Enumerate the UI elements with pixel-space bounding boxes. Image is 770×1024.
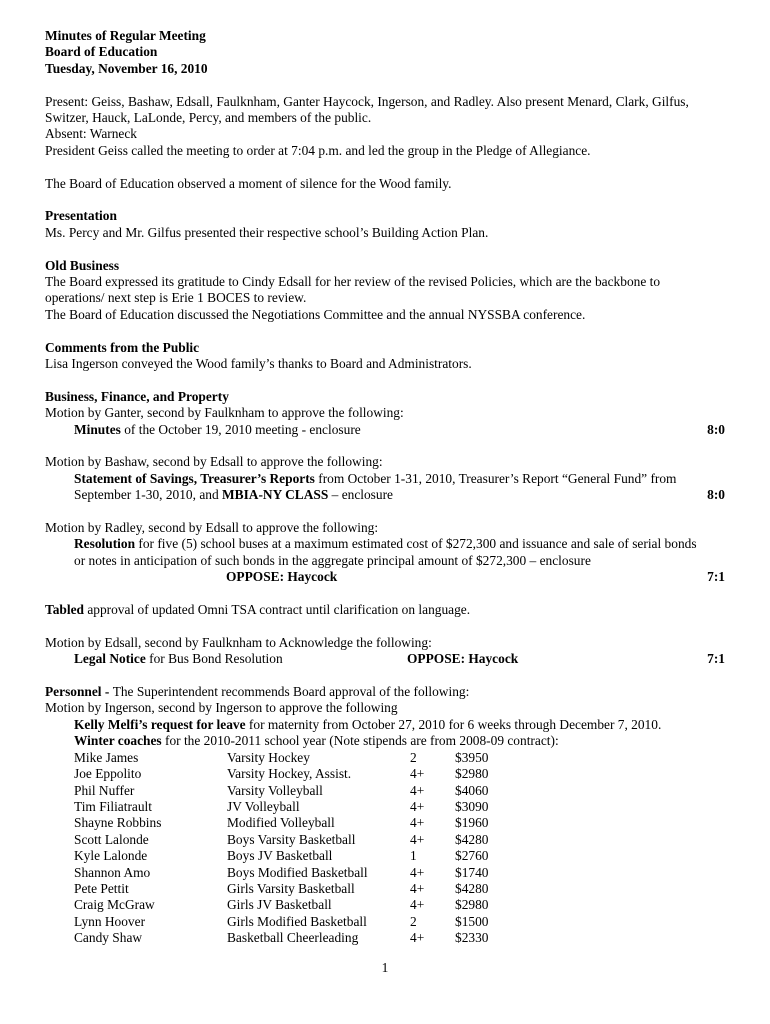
old-business-line-1: The Board expressed its gratitude to Cindy Edsall for her review of the revised Policies, which are the backbone to [45,274,661,290]
coach-name: Scott Lalonde [74,831,149,847]
old-business-heading: Old Business [45,257,120,273]
coach-position: Varsity Hockey, Assist. [227,766,352,782]
savings-label: Statement of Savings, Treasurer’s Reports [74,470,315,486]
coach-name: Tim Filiatrault [74,798,153,814]
old-business-line-3: The Board of Education discussed the Negotiations Committee and the annual NYSSBA conference. [45,306,586,322]
coach-stipend: $4060 [455,782,489,798]
presentation-heading: Presentation [45,208,117,224]
coach-position: Girls Varsity Basketball [227,880,355,896]
motion-4-item [45,651,725,667]
motion-3-vote: 7:1 [707,569,725,585]
coaches-item [45,733,725,749]
table-row [74,750,515,766]
table-row [74,897,515,913]
coach-years: 4+ [410,782,425,798]
motion-2-vote: 8:0 [707,487,725,503]
tabled-label: Tabled [45,602,84,618]
legal-notice-label: Legal Notice [74,651,146,667]
absent-line: Absent: Warneck [45,126,138,142]
personnel-intro [45,684,725,700]
motion-3-item-line-2: or notes in anticipation of such bonds in the aggregate principal amount of $272,300 – enclosure [74,552,591,568]
motion-3-oppose: OPPOSE: Haycock [226,569,338,585]
coach-name: Pete Pettit [74,880,129,896]
table-row [74,766,515,782]
present-line-2: Switzer, Hauck, LaLonde, Percy, and members of the public. [45,110,372,126]
motion-2-item-line-1 [45,471,725,487]
coach-name: Kyle Lalonde [74,848,148,864]
coach-years: 4+ [410,815,425,831]
coach-position: Modified Volleyball [227,815,335,831]
coaches-text: for the 2010-2011 school year (Note stipends are from 2008-09 contract): [161,733,559,749]
coach-name: Shannon Amo [74,864,151,880]
coach-name: Joe Eppolito [74,766,142,782]
coach-name: Candy Shaw [74,930,143,946]
minutes-text: of the October 19, 2010 meeting - enclosure [120,421,361,437]
coach-years: 2 [410,913,417,929]
table-row [74,815,515,831]
coach-position: Girls JV Basketball [227,897,332,913]
coach-name: Craig McGraw [74,897,155,913]
table-row [74,832,515,848]
coach-position: Boys Varsity Basketball [227,831,356,847]
coach-years: 4+ [410,798,425,814]
coach-stipend: $1740 [455,864,489,880]
personnel-motion: Motion by Ingerson, second by Ingerson to approve the following [45,700,398,716]
doc-date: Tuesday, November 16, 2010 [45,60,208,76]
leave-label: Kelly Melfi’s request for leave [74,716,246,732]
coach-stipend: $2980 [455,766,489,782]
coach-years: 1 [410,848,417,864]
coach-stipend: $2330 [455,930,489,946]
motion-1: Motion by Ganter, second by Faulknham to approve the following: [45,405,404,421]
motion-2-item-line-2 [45,487,725,503]
public-comments-text: Lisa Ingerson conveyed the Wood family’s thanks to Board and Administrators. [45,356,472,372]
coach-years: 4+ [410,766,425,782]
resolution-text: for five (5) school buses at a maximum estimated cost of $272,300 and issuance and sale of serial bonds [135,536,697,552]
personnel-intro-text: The Superintendent recommends Board approval of the following: [112,684,470,700]
tabled-item [45,602,725,618]
coach-name: Phil Nuffer [74,782,135,798]
coach-stipend: $2760 [455,848,489,864]
coach-position: Varsity Hockey [227,749,310,765]
coach-name: Mike James [74,749,139,765]
coach-name: Shayne Robbins [74,815,162,831]
coach-stipend: $3090 [455,798,489,814]
coaches-label: Winter coaches [74,733,162,749]
leave-text: for maternity from October 27, 2010 for 6 weeks through December 7, 2010. [245,716,662,732]
table-row [74,930,515,946]
table-row [74,783,515,799]
motion-3: Motion by Radley, second by Edsall to approve the following: [45,520,379,536]
coach-name: Lynn Hoover [74,913,146,929]
page-number: 1 [381,960,389,975]
coach-position: Boys JV Basketball [227,848,333,864]
table-row [74,799,515,815]
coach-years: 4+ [410,897,425,913]
call-to-order: President Geiss called the meeting to order at 7:04 p.m. and led the group in the Pledge of Allegiance. [45,142,591,158]
present-line-1: Present: Geiss, Bashaw, Edsall, Faulknham, Ganter Haycock, Ingerson, and Radley. Also present Menard, Clark, Gilfus, [45,93,689,109]
coach-stipend: $4280 [455,880,489,896]
coach-stipend: $1960 [455,815,489,831]
motion-2: Motion by Bashaw, second by Edsall to approve the following: [45,454,383,470]
savings-text: from October 1-31, 2010, Treasurer’s Report “General Fund” from [314,470,677,486]
motion-4: Motion by Edsall, second by Faulknham to Acknowledge the following: [45,634,432,650]
coach-years: 4+ [410,831,425,847]
table-row [74,865,515,881]
coaches-table [74,750,515,947]
old-business-line-2: operations/ next step is Erie 1 BOCES to review. [45,290,307,306]
motion-3-item-line-1 [45,536,725,552]
coach-position: Basketball Cheerleading [227,930,359,946]
document-page [45,28,725,947]
legal-notice-text: for Bus Bond Resolution [145,651,283,667]
doc-title: Minutes of Regular Meeting [45,28,206,43]
moment-of-silence: The Board of Education observed a moment of silence for the Wood family. [45,175,452,191]
table-row [74,914,515,930]
coach-years: 4+ [410,864,425,880]
savings-text-2: September 1-30, 2010, and [74,487,223,503]
motion-4-oppose: OPPOSE: Haycock [407,651,519,667]
coach-stipend: $1500 [455,913,489,929]
motion-4-vote: 7:1 [707,651,725,667]
coach-years: 2 [410,749,417,765]
coach-stipend: $3950 [455,749,489,765]
coach-years: 4+ [410,930,425,946]
coach-position: Boys Modified Basketball [227,864,368,880]
motion-1-vote: 8:0 [707,421,725,437]
business-heading: Business, Finance, and Property [45,388,229,404]
motion-3-vote-row [45,569,725,585]
leave-item [45,717,725,733]
minutes-label: Minutes [74,421,121,437]
motion-1-item [45,422,725,438]
coach-stipend: $4280 [455,831,489,847]
coach-stipend: $2980 [455,897,489,913]
personnel-heading: Personnel - [45,684,113,700]
mbia-label: MBIA-NY CLASS [222,487,329,503]
resolution-label: Resolution [74,536,136,552]
public-comments-heading: Comments from the Public [45,339,200,355]
coach-position: JV Volleyball [227,798,300,814]
coach-position: Girls Modified Basketball [227,913,367,929]
doc-org: Board of Education [45,44,158,60]
coach-position: Varsity Volleyball [227,782,323,798]
savings-text-3: – enclosure [328,487,393,503]
table-row [74,881,515,897]
coach-years: 4+ [410,880,425,896]
presentation-text: Ms. Percy and Mr. Gilfus presented their respective school’s Building Action Plan. [45,224,489,240]
table-row [74,848,515,864]
tabled-text: approval of updated Omni TSA contract until clarification on language. [83,602,471,618]
